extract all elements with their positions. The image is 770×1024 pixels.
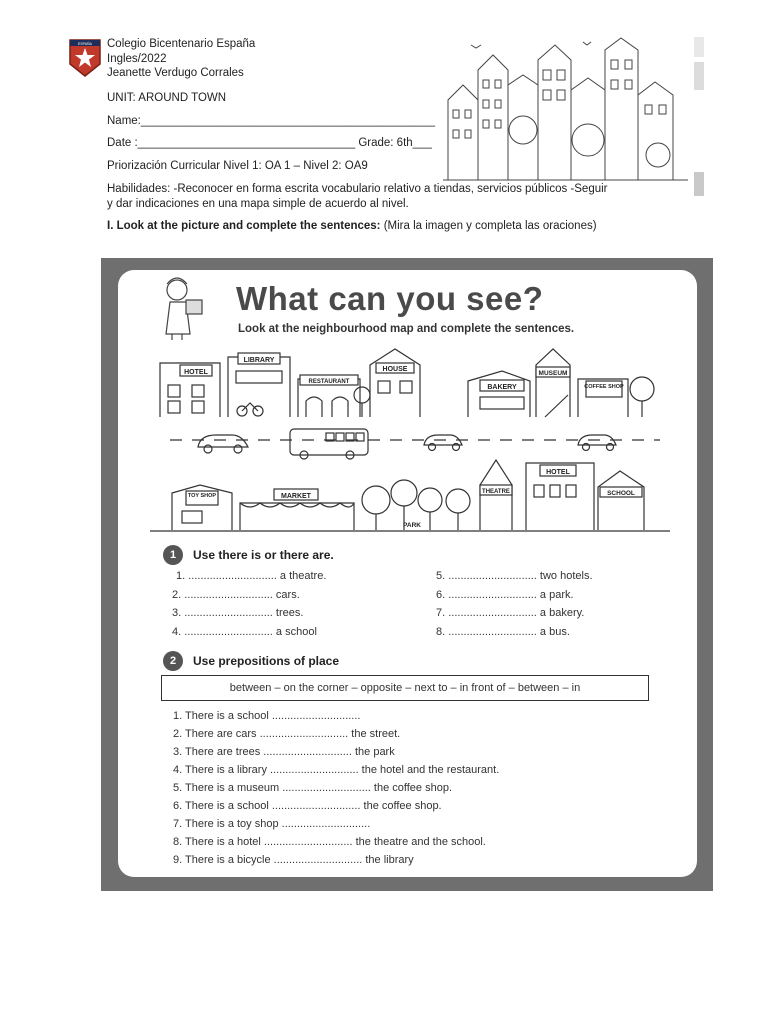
section-1-title: Use there is or there are. bbox=[193, 548, 334, 562]
date-grade-field[interactable]: Date :__________________________________ Grade: 6th___ bbox=[107, 137, 432, 149]
name-field[interactable]: Name:______________________________________________ bbox=[107, 115, 436, 127]
worksheet-subtitle: Look at the neighbourhood map and complete the sentences. bbox=[238, 323, 575, 335]
unit-title: UNIT: AROUND TOWN bbox=[107, 92, 227, 104]
fill-item-5[interactable]: 5. ............................. two hotels. bbox=[436, 570, 593, 582]
label-library: LIBRARY bbox=[243, 357, 275, 364]
school-name: Colegio Bicentenario España bbox=[107, 38, 256, 50]
preposition-item-1[interactable]: 1. There is a school ............................. bbox=[173, 710, 361, 722]
fill-item-1[interactable]: 1. ............................. a theatre. bbox=[176, 570, 327, 582]
preposition-item-9[interactable]: 9. There is a bicycle ............................. the library bbox=[173, 854, 414, 866]
label-toy-shop: TOY SHOP bbox=[187, 493, 217, 499]
instruction-bold: I. Look at the picture and complete the sentences: bbox=[107, 220, 381, 232]
teacher-name: Jeanette Verdugo Corrales bbox=[107, 67, 244, 79]
label-park: PARK bbox=[403, 522, 421, 529]
curricular-priority: Priorización Curricular Nivel 1: OA 1 – Nivel 2: OA9 bbox=[107, 160, 368, 172]
label-school: SCHOOL bbox=[607, 490, 635, 497]
preposition-item-8[interactable]: 8. There is a hotel ............................. the theatre and the school. bbox=[173, 836, 486, 848]
preposition-item-7[interactable]: 7. There is a toy shop ............................. bbox=[173, 818, 371, 830]
fill-item-2[interactable]: 2. ............................. cars. bbox=[172, 589, 300, 601]
skills-line-1: Habilidades: -Reconocer en forma escrita vocabulario relativo a tiendas, servicios públicos -Seguir bbox=[107, 183, 608, 195]
instruction bbox=[107, 220, 597, 232]
fill-item-3[interactable]: 3. ............................. trees. bbox=[172, 607, 304, 619]
prepositions-box: between – on the corner – opposite – next to – in front of – between – in bbox=[161, 675, 649, 701]
neighbourhood-map bbox=[150, 345, 670, 535]
preposition-item-3[interactable]: 3. There are trees ............................. the park bbox=[173, 746, 395, 758]
fill-item-7[interactable]: 7. ............................. a bakery. bbox=[436, 607, 585, 619]
fill-item-8[interactable]: 8. ............................. a bus. bbox=[436, 626, 570, 638]
label-house: HOUSE bbox=[382, 366, 408, 373]
fill-item-6[interactable]: 6. ............................. a park. bbox=[436, 589, 574, 601]
section-2-number: 2 bbox=[163, 651, 183, 671]
label-museum: MUSEUM bbox=[538, 370, 568, 377]
preposition-item-2[interactable]: 2. There are cars ............................. the street. bbox=[173, 728, 401, 740]
logo-text: ESPAÑA bbox=[78, 42, 92, 46]
preposition-item-5[interactable]: 5. There is a museum ............................. the coffee shop. bbox=[173, 782, 452, 794]
label-theatre: THEATRE bbox=[482, 489, 510, 495]
label-market: MARKET bbox=[281, 493, 311, 500]
girl-reading-icon bbox=[152, 272, 222, 342]
course-name: Ingles/2022 bbox=[107, 53, 167, 65]
fill-item-4[interactable]: 4. ............................. a school bbox=[172, 626, 317, 638]
section-2-title: Use prepositions of place bbox=[193, 654, 340, 668]
label-hotel-2: HOTEL bbox=[546, 469, 570, 476]
label-restaurant: RESTAURANT bbox=[308, 379, 350, 385]
instruction-translation: (Mira la imagen y completa las oraciones) bbox=[380, 220, 597, 232]
worksheet-title: What can you see? bbox=[236, 280, 544, 317]
preposition-item-4[interactable]: 4. There is a library ............................. the hotel and the restaurant. bbox=[173, 764, 500, 776]
label-hotel: HOTEL bbox=[184, 369, 208, 376]
town-illustration bbox=[443, 30, 688, 182]
section-1-number: 1 bbox=[163, 545, 183, 565]
skills-line-2: y dar indicaciones en una mapa simple de acuerdo al nivel. bbox=[107, 198, 409, 210]
side-strip bbox=[690, 32, 710, 202]
school-logo bbox=[68, 38, 102, 78]
label-bakery: BAKERY bbox=[487, 384, 517, 391]
preposition-item-6[interactable]: 6. There is a school ............................. the coffee shop. bbox=[173, 800, 442, 812]
label-coffee-shop: COFFEE SHOP bbox=[584, 384, 624, 390]
